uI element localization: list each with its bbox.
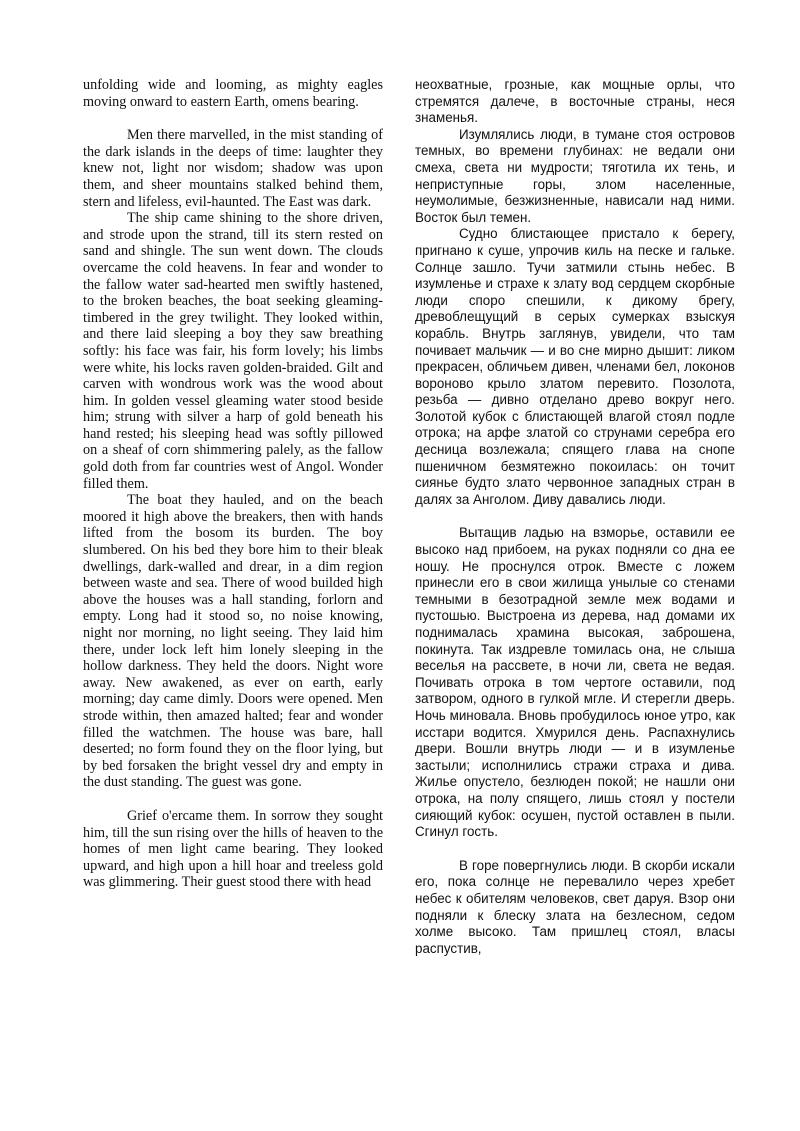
english-paragraph: Grief o'ercame them. In sorrow they sought him, till the sun rising over the hills of heaven to the homes of men light came bearing. They looked upward, and high upon a hill hoar and treeless gold was glimmering. Their guest stood there with head (83, 807, 383, 891)
english-paragraph: Men there marvelled, in the mist standing of the dark islands in the deeps of time: laughter they knew not, light nor wisdom; shadow was upon them, and sheer mountains stalked behind them, stern and lifeless, evil-haunted. The East was dark. (83, 127, 383, 210)
english-paragraph: The boat they hauled, and on the beach moored it high above the breakers, then with hands lifted from the bosom its burden. The boy slumbered. On his bed they bore him to their bleak dwellings, dark-walled and drear, in a dim region between waste and sea. There of wood builded high above the houses was a hall standing, forlorn and empty. Long had it stood so, no noise knowing, night nor morning, no light seeing. They laid him there, under lock left him lonely sleeping in the hollow darkness. They held the doors. Night wore away. New awakened, as ever on earth, early morning; day came dimly. Doors were opened. Men strode within, then amazed halted; fear and wonder filled the watchmen. The house was bare, hall deserted; no form found they on the floor lying, but by bed forsaken the bright vessel dry and empty in the dust standing. The guest was gone. (83, 492, 383, 791)
english-paragraph: unfolding wide and looming, as mighty eagles moving onward to eastern Earth, omens bearing. (83, 77, 383, 110)
russian-paragraph: В горе повергнулись люди. В скорби искали его, пока солнце не перевалило через хребет небес к обителям человеков, свет даруя. Взор они подняли к блеску злата на безлесном, седом холме высоко. Там пришлец стоял, власы распустив, (415, 857, 735, 956)
english-paragraph: The ship came shining to the shore driven, and strode upon the strand, till its stern rested on sand and shingle. The sun went down. The clouds overcame the cold heavens. In fear and wonder to the fallow water sad-hearted men swiftly hastened, to the broken beaches, the boat seeking gleaming-timbered in the grey twilight. They looked within, and there laid sleeping a boy they saw breathing softly: his face was fair, his form lovely; his limbs were white, his locks raven golden-braided. Gilt and carven with wondrous work was the wood about him. In golden vessel gleaming water stood beside him; strung with silver a harp of gold beneath his hand rested; his sleeping head was softly pillowed on a sheaf of corn shimmering palely, as the fallow gold doth from far countries west of Angol. Wonder filled them. (83, 210, 383, 492)
english-text-column (83, 77, 383, 891)
russian-paragraph: неохватные, грозные, как мощные орлы, что стремятся далече, в восточные страны, неся знаменья. (415, 77, 735, 126)
russian-paragraph: Судно блистающее пристало к берегу, пригнано к суше, упрочив киль на песке и гальке. Солнце зашло. Тучи затмили стынь небес. В изумленье и страхе к злату вод сердцем скорбные люди споро спешили, к дикому брегу, древоблещущий в серых сумерках взыскуя корабль. Внутрь заглянув, увидели, что там почивает мальчик — и во сне мирно дышит: ликом прекрасен, обличьем дивен, членами бел, локонов вороново крыло златом перевито. Позолота, резьба — дивно отделано древо вокруг него. Золотой кубок с блистающей влагой стоял подле отрока; на арфе златой со струнами серебра его десница возлежала; спящего глава на снопе пшеничном безмятежно покоилась: он точит сиянье будто злато червонное западных стран в далях за Анголом. Диву давались люди. (415, 226, 735, 507)
russian-paragraph: Изумлялись люди, в тумане стоя островов темных, во времени глубинах: не ведали они смеха, света ни мудрости; тяготила их тень, и неприступные горы, злом населенные, неумолимые, безжизненные, нависали над ними. Восток был темен. (415, 126, 735, 225)
russian-text-column (415, 77, 735, 957)
russian-paragraph: Вытащив ладью на взморье, оставили ее высоко над прибоем, на руках подняли со дна ее ношу. Не проснулся отрок. Вместе с ложем принесли его в свои жилища унылые со стенами темными в безотрадной земле меж водами и пустошью. Выстроена из дерева, над домами их поднималась храмина высокая, заброшена, покинута. Так издревле томилась она, не слыша веселья на рассвете, в ночи ли, света не ведая. Почивать отрока в том чертоге оставили, под затвором, одного в гулкой мгле. И стерегли дверь. Ночь миновала. Вновь пробудилось юное утро, как исстари водится. Хмурился день. Распахнулись двери. Вошли внутрь люди — и в изумленье застыли; исполнились стражи страха и дива. Жилье опустело, безлюден покой; не нашли они отрока, на полу спящего, лишь стоял у постели сияющий кубок: осушен, пустой оставлен в пыли. Сгинул гость. (415, 525, 735, 840)
